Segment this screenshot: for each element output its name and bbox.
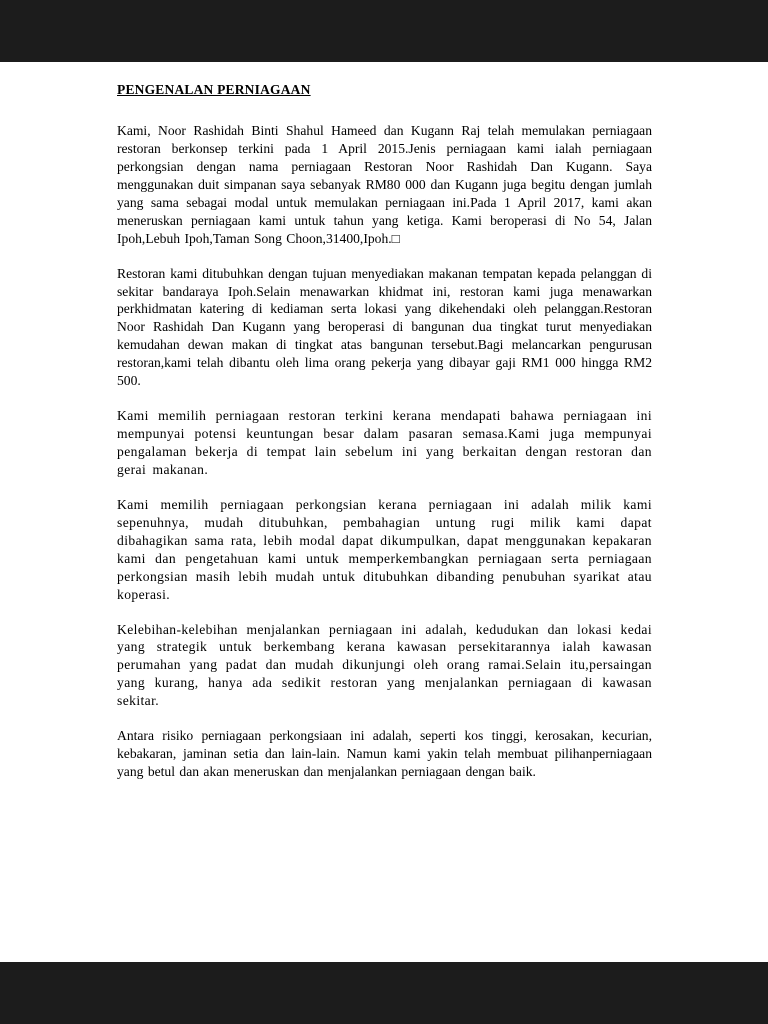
- paragraph-intro: Kami, Noor Rashidah Binti Shahul Hameed dan Kugann Raj telah memulakan perniagaan restoran berkonsep terkini pada 1 April 2015.Jenis perniagaan kami ialah perniagaan perkongsian dengan nama perniagaan Restoran Noor Rashidah Dan Kugann. Saya menggunakan duit simpanan saya sebanyak RM80 000 dan Kugann juga begitu dengan jumlah yang sama sebagai modal untuk memulakan perniagaan ini.Pada 1 April 2017, kami akan meneruskan perniagaan kami untuk tahun yang ketiga. Kami beroperasi di No 54, Jalan Ipoh,Lebuh Ipoh,Taman Song Choon,31400,Ipoh.□: [117, 123, 652, 246]
- paragraph-reason-partnership: Kami memilih perniagaan perkongsian kerana perniagaan ini adalah milik kami sepenuhnya, mudah ditubuhkan, pembahagian untung rugi milik kami dapat dibahagikan sama rata, lebih modal dapat dikumpulkan, dapat menggunakan kepakaran kami dan pengetahuan kami untuk memperkembangkan perniagaan serta perniagaan perkongsian masih lebih mudah untuk ditubuhkan dibanding penubuhan syarikat atau koperasi.: [117, 496, 652, 602]
- paragraph-objective: Restoran kami ditubuhkan dengan tujuan menyediakan makanan tempatan kepada pelanggan di sekitar bandaraya Ipoh.Selain menawarkan khidmat ini, restoran kami juga menawarkan perkhidmatan katering di kediaman serta lokasi yang dikehendaki oleh pelanggan.Restoran Noor Rashidah Dan Kugann yang beroperasi di bangunan dua tingkat turut menyediakan kemudahan dewan makan di tingkat atas bangunan tersebut.Bagi melancarkan pengurusan restoran,kami telah dibantu oleh lima orang pekerja yang dibayar gaji RM1 000 hingga RM2 500.: [117, 265, 652, 389]
- paragraph-reason-restaurant: Kami memilih perniagaan restoran terkini kerana mendapati bahawa perniagaan ini mempunyai potensi keuntungan besar dalam pasaran semasa.Kami juga mempunyai pengalaman bekerja di tempat lain sebelum ini yang berkaitan dengan restoran dan gerai makanan.: [117, 408, 652, 477]
- document-page: [0, 62, 768, 962]
- paragraph-advantages: Kelebihan-kelebihan menjalankan perniagaan ini adalah, kedudukan dan lokasi kedai yang strategik untuk berkembang kerana kawasan persekitarannya ialah kawasan perumahan yang padat dan mudah dikunjungi oleh orang ramai.Selain itu,persaingan yang kurang, hanya ada sedikit restoran yang menjalankan perniagaan di kawasan sekitar.: [117, 621, 652, 709]
- paragraph-risks: Antara risiko perniagaan perkongsiaan ini adalah, seperti kos tinggi, kerosakan, kecurian, kebakaran, jaminan setia dan lain-lain. Namun kami yakin telah membuat pilihanperniagaan yang betul dan akan meneruskan dan menjalankan perniagaan dengan baik.: [117, 728, 652, 780]
- document-content: [117, 82, 652, 798]
- document-title: PENGENALAN PERNIAGAAN: [117, 82, 311, 97]
- letterbox-top: [0, 0, 768, 62]
- letterbox-bottom: [0, 962, 768, 1024]
